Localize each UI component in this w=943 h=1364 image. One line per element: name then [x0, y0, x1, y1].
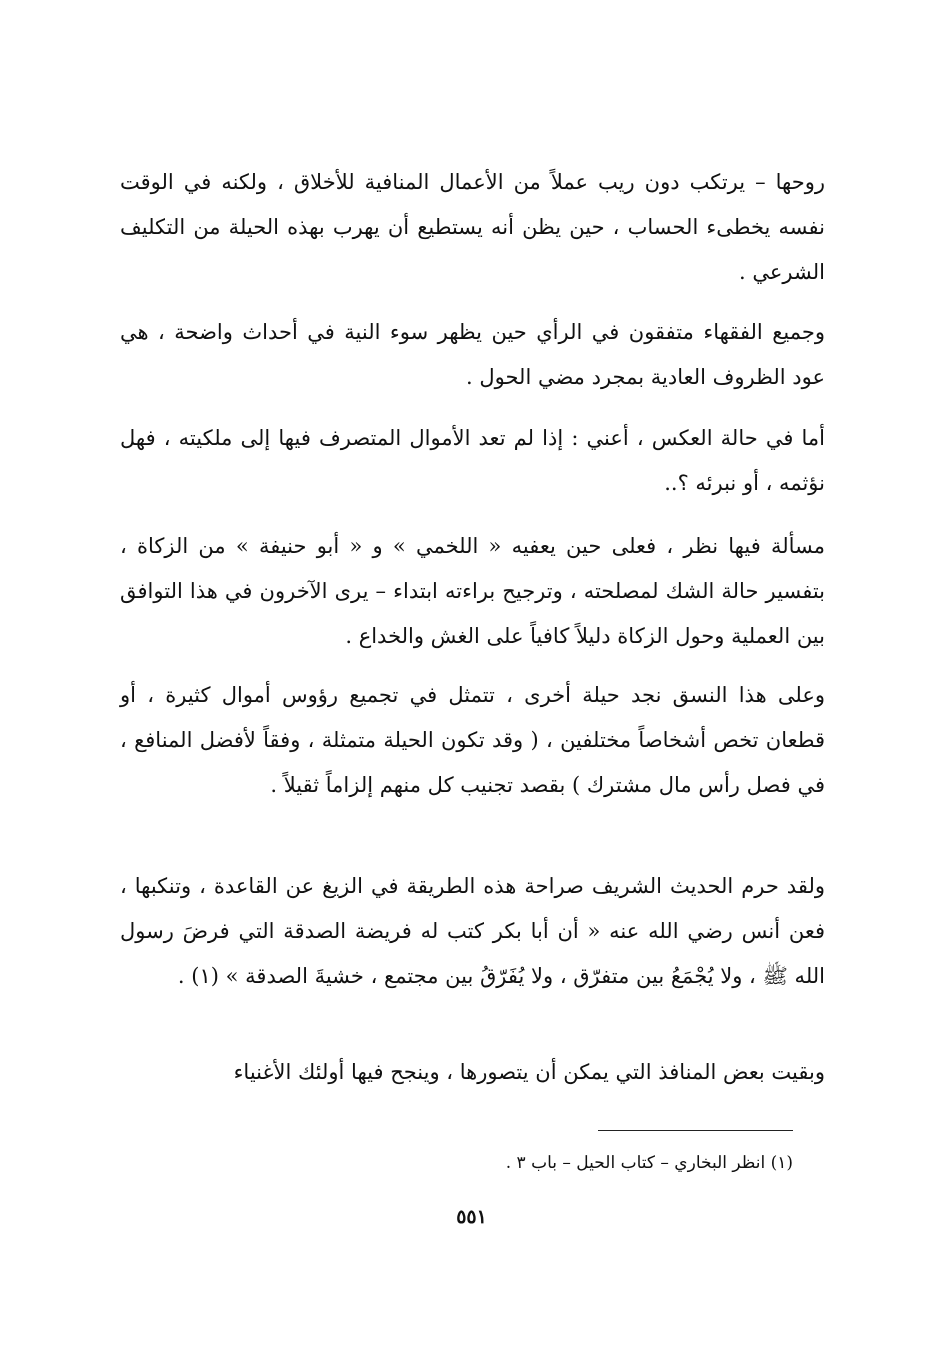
paragraph-4: [120, 524, 825, 659]
paragraph-6: [120, 864, 825, 999]
footnote: (١) انظر البخاري – كتاب الحيل – باب ٣ .: [505, 1153, 793, 1173]
paragraph-text: وعلى هذا النسق نجد حيلة أخرى ، تتمثل في تجميع رؤوس أموال كثيرة ، أو قطعان تخص أشخاصاً مختلفين ، ( وقد تكون الحيلة متمثلة ، وفقاً لأفضل المنافع ، في فصل رأس مال مشترك ) بقصد تجنيب كل منهم إلزاماً ثقيلاً .: [120, 683, 825, 797]
paragraph-text: وبقيت بعض المنافذ التي يمكن أن يتصورها ، وينجح فيها أولئك الأغنياء: [233, 1060, 825, 1084]
paragraph-1: [120, 160, 825, 295]
page-number: ٥٥١: [456, 1206, 487, 1228]
paragraph-text: روحها – يرتكب دون ريب عملاً من الأعمال المنافية للأخلاق ، ولكنه في الوقت نفسه يخطىء الحساب ، حين يظن أنه يستطيع أن يهرب بهذه الحيلة من التكليف الشرعي .: [120, 170, 825, 284]
paragraph-2: [120, 310, 825, 400]
paragraph-text: مسألة فيها نظر ، فعلى حين يعفيه « اللخمي » و « أبو حنيفة » من الزكاة ، بتفسير حالة الشك لمصلحته ، وترجيح براءته ابتداء – يرى الآخرون في هذا التوافق بين العملية وحول الزكاة دليلاً كافياً على الغش والخداع .: [120, 534, 825, 648]
paragraph-text: أما في حالة العكس ، أعني : إذا لم تعد الأموال المتصرف فيها إلى ملكيته ، فهل نؤثمه ، أو نبرئه ؟..: [120, 426, 825, 495]
paragraph-3: [120, 416, 825, 506]
paragraph-text: وجميع الفقهاء متفقون في الرأي حين يظهر سوء النية في أحداث واضحة ، هي عود الظروف العادية بمجرد مضي الحول .: [120, 320, 825, 389]
paragraph-7: [120, 1050, 825, 1095]
footnote-divider: [598, 1130, 793, 1131]
paragraph-5: [120, 673, 825, 808]
paragraph-text: ولقد حرم الحديث الشريف صراحة هذه الطريقة في الزيغ عن القاعدة ، وتنكبها ، فعن أنس رضي الله عنه « أن أبا بكر كتب له فريضة الصدقة التي فرضَ رسول الله ﷺ ، ولا يُجْمَعُ بين متفرّق ، ولا يُفَرّقُ بين مجتمع ، خشيةَ الصدقة » (١) .: [120, 874, 825, 988]
